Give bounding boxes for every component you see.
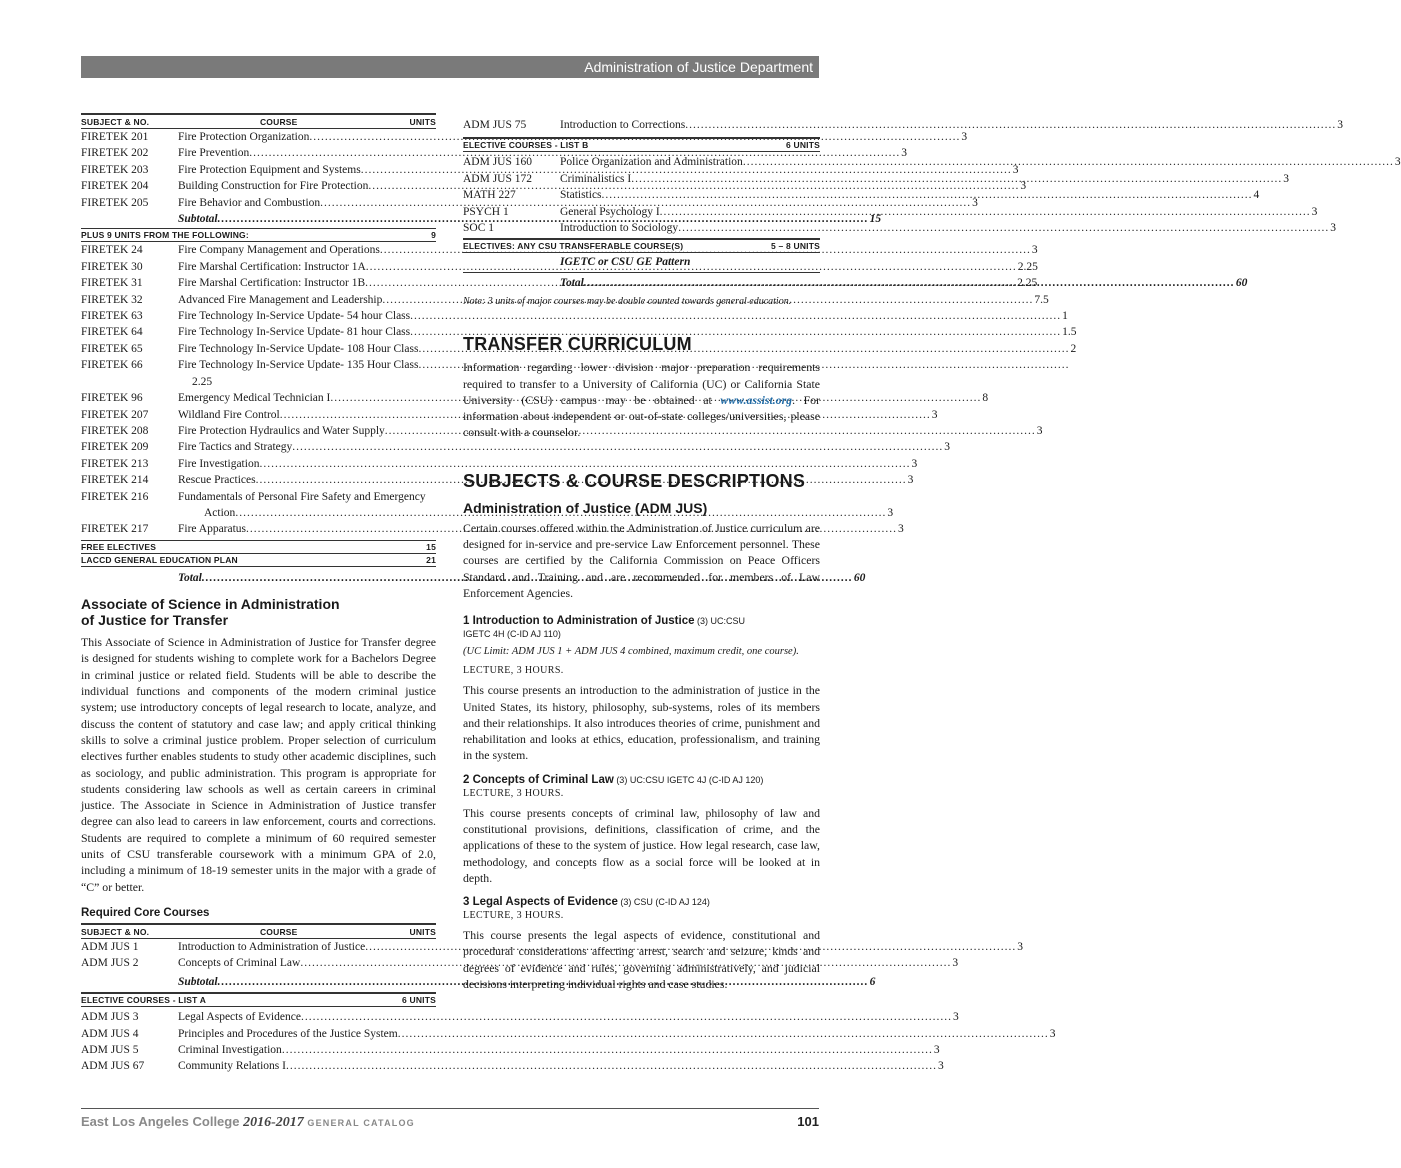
course-code: ADM JUS 2 <box>81 957 139 970</box>
course-title: Concepts of Criminal Law <box>178 957 301 970</box>
course-units: 4 <box>1253 189 1260 202</box>
course-title: Fire Company Management and Operations <box>178 244 380 257</box>
table-row <box>463 154 1401 170</box>
course-units: 3 <box>933 1043 940 1056</box>
course-code: FIRETEK 203 <box>81 163 149 176</box>
course-code: FIRETEK 30 <box>81 260 143 273</box>
table-row <box>463 204 1318 220</box>
course-description: This course presents an introduction to the administration of justice in the United States, its history, philosophy, sub-systems, roles of its members and their relationships. It also introduces theories of crime, punishment and rehabilitation and looks at ethics, education, professionalism, and training in the system. <box>463 683 820 763</box>
course-code: FIRETEK 207 <box>81 408 149 421</box>
table-row <box>81 939 1023 955</box>
course-title: Fire Technology In-Service Update- 54 hour Class <box>178 310 411 323</box>
course-units: 3 <box>1012 163 1019 176</box>
adm-jus-heading: Administration of Justice (ADM JUS) <box>463 499 708 516</box>
course-code: ADM JUS 5 <box>81 1043 139 1056</box>
course-description: This course presents concepts of criminal law, philosophy of law and constitutional provisions, definitions, classification of crime, and the applications of these to the system of justice. How legal research, case law, methodology, and concepts flow as a social force will be looked at in depth. <box>463 805 820 885</box>
course-code: ADM JUS 4 <box>81 1027 139 1040</box>
course-units: 3 <box>901 147 907 160</box>
course-title: Rescue Practices <box>178 474 256 487</box>
course-title: 2 Concepts of Criminal Law (3) UC:CSU IGETC 4J (C-ID AJ 120) <box>463 773 764 786</box>
table-row <box>81 1058 944 1074</box>
course-title: Fire Tactics and Strategy <box>178 441 293 454</box>
course-title: Wildland Fire Control <box>178 408 280 421</box>
course-title: Introduction to Sociology <box>560 222 679 235</box>
course-code: FIRETEK 208 <box>81 424 149 437</box>
course-code: ADM JUS 3 <box>81 1011 139 1024</box>
course-code: FIRETEK 204 <box>81 180 149 193</box>
course-title: Fire Technology In-Service Update- 108 Hour Class <box>178 342 419 355</box>
course-units: 3 <box>931 408 938 421</box>
total-row: Total ..... 60 <box>81 570 436 586</box>
course-title: Community Relations I <box>178 1060 286 1073</box>
course-units: 3 <box>911 457 918 470</box>
course-title: Fire Investigation <box>178 457 260 470</box>
course-code: FIRETEK 205 <box>81 196 149 209</box>
note: Note: 3 units of major courses may be double counted towards general education. <box>463 296 792 308</box>
course-units: 2.25 <box>1017 260 1038 273</box>
table-row <box>81 129 968 145</box>
plus-units-header: PLUS 9 UNITS FROM THE FOLLOWING: 9 <box>81 230 436 241</box>
course-code: FIRETEK 32 <box>81 293 143 306</box>
course-code: ADM JUS 1 <box>81 940 139 953</box>
table-row <box>81 1042 940 1058</box>
table-row <box>81 308 1068 324</box>
course-lecture: LECTURE, 3 HOURS. <box>463 910 564 922</box>
course-title: Police Organization and Administration <box>560 156 743 169</box>
course-code: FIRETEK 24 <box>81 244 143 257</box>
course-units: 3 <box>1017 940 1023 953</box>
table-row: FIRETEK 217 Fire Apparatus ..... 3 <box>81 521 436 539</box>
total-row: Total ..... 60 <box>463 275 820 291</box>
transfer-heading: TRANSFER CURRICULUM <box>463 334 692 355</box>
course-title: Emergency Medical Technician I <box>178 392 331 405</box>
course-limit: (UC Limit: ADM JUS 1 + ADM JUS 4 combined, maximum credit, one course). <box>463 646 799 658</box>
course-code: FIRETEK 31 <box>81 277 143 290</box>
course-title: Fire Protection Equipment and Systems <box>178 163 361 176</box>
course-units: 1 <box>1062 310 1068 323</box>
course-description: This course presents the legal aspects of evidence, constitutional and procedural considerations affecting arrest, search and seizure, kinds and degrees of evidence and rules, governing administratively, and judicial decisions interpreting individual rights and case studies. <box>463 928 820 992</box>
transfer-text: Information regarding lower division major preparation requirements required to transfer to a University of California (UC) or California State University (CSU) campus may be obtained at www.assist.org. For information about independent or out-of-state colleges/universities, please consult with a counselor. <box>463 360 820 440</box>
course-code: FIRETEK 213 <box>81 457 149 470</box>
table-row <box>81 324 1077 340</box>
subtotal-row: Subtotal ..... 15 <box>81 211 436 228</box>
subjects-heading: SUBJECTS & COURSE DESCRIPTIONS <box>463 470 806 491</box>
adm-jus-intro: Certain courses offered within the Administration of Justice curriculum are designed for in-service and pre-service Law Enforcement personnel. These courses are certified by the California Commission on Peace Officers Standard and Training and are recommended for members of Law Enforcement Agencies. <box>463 520 820 600</box>
table-row <box>81 955 959 971</box>
course-title: Building Construction for Fire Protection <box>178 180 369 193</box>
department-header: Administration of Justice Department <box>81 56 819 78</box>
course-title: Introduction to Administration of Justice <box>178 940 366 953</box>
footer <box>81 1114 819 1131</box>
course-code: ADM JUS 172 <box>463 172 533 185</box>
course-units: 1.5 <box>1062 326 1077 339</box>
list-b-header: ELECTIVE COURSES - LIST B 6 UNITS <box>463 137 820 152</box>
course-units: 3 <box>961 131 968 143</box>
course-units: 3 <box>1031 244 1038 257</box>
course-title: General Psychology I <box>560 205 660 218</box>
course-code: FIRETEK 96 <box>81 392 143 405</box>
course-title: Principles and Procedures of the Justice System <box>178 1027 398 1040</box>
course-code: FIRETEK 65 <box>81 342 143 355</box>
table-row: FIRETEK 216 Fundamentals of Personal Fire Safety and Emergency Action ..... 3 <box>81 489 436 522</box>
course-units: 3 <box>937 1060 944 1073</box>
course-code: ADM JUS 67 <box>81 1060 145 1073</box>
course-units: 3 <box>1020 180 1027 193</box>
course-title: Advanced Fire Management and Leadership <box>178 293 383 306</box>
page-number: 101 <box>797 1114 819 1129</box>
course-lecture: LECTURE, 3 HOURS. <box>463 665 564 677</box>
footer-catalog: East Los Angeles College 2016-2017 GENERAL CATALOG <box>81 1114 415 1130</box>
course-code: FIRETEK 214 <box>81 474 149 487</box>
table-row <box>463 187 1260 203</box>
footer-rule <box>81 1108 819 1109</box>
table-header: SUBJECT & NO. COURSE UNITS <box>81 923 436 939</box>
table-row <box>81 1009 959 1025</box>
igetc-row: IGETC or CSU GE Pattern <box>463 253 820 272</box>
course-units: 3 <box>952 1011 959 1024</box>
course-title: Fire Behavior and Combustion <box>178 196 321 209</box>
course-title: Fire Marshal Certification: Instructor 1A <box>178 260 366 273</box>
course-units: 3 <box>944 441 951 454</box>
ge-plan-row: LACCD GENERAL EDUCATION PLAN 21 <box>81 554 436 565</box>
table-row <box>463 220 1336 236</box>
table-row <box>81 439 951 455</box>
table-row <box>81 456 918 472</box>
course-lecture: LECTURE, 3 HOURS. <box>463 787 564 799</box>
assist-link[interactable]: www.assist.org <box>720 392 793 407</box>
course-title: 1 Introduction to Administration of Justice (3) UC:CSU <box>463 615 746 628</box>
course-title: Fire Technology In-Service Update- 81 hour Class <box>178 326 411 339</box>
course-title: Statistics <box>560 189 602 202</box>
course-title: Fire Protection Hydraulics and Water Supply <box>178 424 385 437</box>
table-row <box>81 423 1043 439</box>
course-title: 3 Legal Aspects of Evidence (3) CSU (C-ID AJ 124) <box>463 896 710 909</box>
course-units: 8 <box>982 392 989 405</box>
course-code: FIRETEK 63 <box>81 310 143 323</box>
electives-row: ELECTIVES: ANY CSU TRANSFERABLE COURSE(S) 5 – 8 UNITS <box>463 238 820 253</box>
course-code: MATH 227 <box>463 189 516 202</box>
course-title: Criminalistics I <box>560 172 632 185</box>
course-title: Fire Protection Organization <box>178 131 310 143</box>
course-meta: IGETC 4H (C-ID AJ 110) <box>463 629 561 640</box>
course-units: 3 <box>952 957 959 970</box>
free-electives-row: FREE ELECTIVES 15 <box>81 541 436 552</box>
course-code: SOC 1 <box>463 222 494 235</box>
subtotal-row: Subtotal ..... 6 <box>81 974 436 990</box>
course-title: Fire Prevention <box>178 147 250 160</box>
course-title: Legal Aspects of Evidence <box>178 1011 301 1024</box>
assoc-heading: Associate of Science in Administration of Justice for Transfer <box>81 596 340 629</box>
course-units: 3 <box>907 474 914 487</box>
course-title: Criminal Investigation <box>178 1043 282 1056</box>
table-row <box>463 171 1289 187</box>
course-code: FIRETEK 201 <box>81 131 149 143</box>
course-units: 3 <box>1330 222 1336 235</box>
course-code: PSYCH 1 <box>463 205 509 218</box>
course-units: 3 <box>972 196 978 209</box>
course-units: 3 <box>1283 172 1289 185</box>
table-row: FIRETEK 66 Fire Technology In-Service Update- 135 Hour Class ..... 2.25 <box>81 357 436 390</box>
course-code: FIRETEK 202 <box>81 147 149 160</box>
table-row: ADM JUS 75 Introduction to Corrections ..... 3 <box>463 117 820 133</box>
course-title: Fire Marshal Certification: Instructor 1B <box>178 277 366 290</box>
list-a-header: ELECTIVE COURSES - LIST A 6 UNITS <box>81 992 436 1007</box>
table-row <box>81 407 938 423</box>
course-units: 2 <box>1070 342 1077 355</box>
course-units: 3 <box>1394 156 1401 169</box>
table-header: SUBJECT & NO. COURSE UNITS <box>81 113 436 129</box>
course-units: 3 <box>1311 205 1318 218</box>
assoc-description: This Associate of Science in Administration of Justice for Transfer degree is designed for students wishing to complete work for a Bachelors Degree in criminal justice or related field. Students will be able to describe the individual functions and components of the modern criminal justice system; use introductory concepts of legal research to locate, analyze, and discuss the content of statutory and case law; and apply critical thinking skills to solve a criminal justice problem. Proper selection of curriculum electives further enables students to study other academic disciplines, such as sociology, and public administration. This program is appropriate for students considering law schools as well as certain careers in criminal justice. The Associate in Science in Administration of Justice transfer degree can also lead to careers in law enforcement, courts and corrections. Students are required to complete a minimum of 60 required semester units of CSU transferable coursework with a minimum GPA of 2.0, including a minimum of 18-19 semester units in the major with a grade of “C” or better. <box>81 635 436 894</box>
course-code: ADM JUS 160 <box>463 156 533 169</box>
course-code: FIRETEK 209 <box>81 441 149 454</box>
table-row <box>81 1026 1056 1042</box>
core-courses-heading: Required Core Courses <box>81 906 210 919</box>
course-code: FIRETEK 64 <box>81 326 143 339</box>
course-units: 7.5 <box>1034 293 1049 306</box>
course-units: 3 <box>1049 1027 1056 1040</box>
course-units: 2.25 <box>1017 277 1038 290</box>
course-units: 3 <box>1036 424 1043 437</box>
